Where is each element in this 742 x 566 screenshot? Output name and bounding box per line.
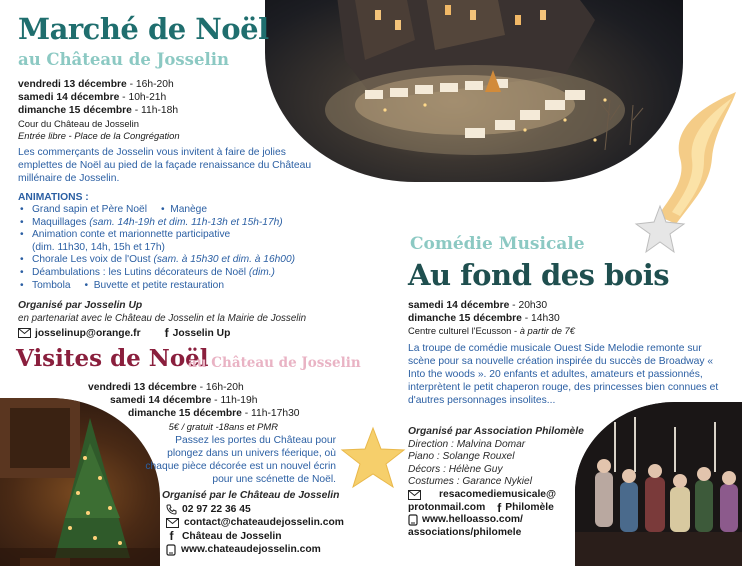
mail-icon <box>166 518 179 528</box>
visites-phone-row <box>166 503 344 516</box>
stage-performers-illustration <box>575 402 742 566</box>
date-day: samedi 14 décembre <box>18 92 120 103</box>
animations-list <box>18 204 328 292</box>
anim-text: Animation conte et marionnette participative (dim. 11h30, 14h, 15h et 17h) <box>32 229 231 253</box>
comedie-email-1[interactable]: resacomediemusicale@ <box>439 489 557 500</box>
date-hours: - 11h-18h <box>131 105 179 116</box>
comedie-email-row <box>408 489 556 502</box>
comedie-facebook[interactable]: Philomèle <box>505 501 554 513</box>
visites-subtitle: au Château de Josselin <box>188 355 361 371</box>
anim-text: Maquillages <box>32 216 90 228</box>
facebook-icon: f <box>497 500 502 515</box>
visites-date-row <box>88 382 300 395</box>
comedie-web-row <box>408 514 556 527</box>
phone-icon <box>166 504 177 515</box>
credit-line: Piano : Solange Rouxel <box>408 451 515 463</box>
visites-email[interactable]: contact@chateaudejosselin.com <box>184 517 344 529</box>
visites-price: 5€ / gratuit -18ans et PMR <box>168 421 278 432</box>
visites-facebook-row <box>166 530 344 543</box>
list-item <box>18 217 328 230</box>
musical-stage-photo <box>575 402 742 566</box>
marche-date-row <box>18 78 178 91</box>
list-item <box>18 254 328 267</box>
comedie-description: La troupe de comédie musicale Ouest Side Melodie remonte sur scène pour sa nouvelle création inspirée du succès de Broadway « Into the woods ». 20 enfants et adultes, amateurs et passionnés, interprètent le petit chaperon rouge, des princesses bien connues et d'autres personnages insolites... <box>408 343 719 406</box>
visites-phone[interactable]: 02 97 22 36 45 <box>182 504 251 515</box>
list-item <box>18 267 328 280</box>
comedie-credits <box>408 439 532 489</box>
comedie-dates <box>408 299 560 325</box>
date-hours: - 16h-20h <box>126 79 174 90</box>
list-item: • Grand sapin et Père Noël • Manège <box>18 204 328 217</box>
marche-dates <box>18 78 178 117</box>
comedie-place: Centre culturel l'Ecusson - <box>408 325 520 336</box>
comedie-date-row <box>408 312 560 325</box>
visites-facebook[interactable]: Château de Josselin <box>182 530 282 542</box>
date-day: vendredi 13 décembre <box>18 79 127 90</box>
date-day: samedi 14 décembre <box>110 394 212 406</box>
marche-place: Cour du Château de Josselin <box>18 118 139 129</box>
marche-date-row <box>18 104 178 117</box>
marche-email[interactable]: josselinup@orange.fr <box>35 327 141 339</box>
marche-contact-row <box>18 326 230 340</box>
visites-contacts <box>166 503 344 557</box>
date-day: samedi 14 décembre <box>408 300 510 311</box>
facebook-icon: f <box>169 528 174 543</box>
visites-description: Passez les portes du Château pour plongez dans un univers féerique, où chaque pièce décorée est un nouvel écrin pour une scénette de Noël. <box>145 435 336 485</box>
visites-dates <box>88 382 300 420</box>
marche-title: Marché de Noël <box>18 12 269 46</box>
anim-extra: Manège <box>170 204 208 215</box>
visites-date-row <box>88 408 300 421</box>
web-icon <box>408 514 418 526</box>
visites-title: Visites de Noël <box>16 345 209 372</box>
comedie-web-2[interactable]: associations/philomele <box>408 526 522 538</box>
date-hours: - 10h-21h <box>119 92 167 103</box>
comedie-email-2[interactable]: protonmail.com <box>408 501 486 513</box>
facebook-icon: f <box>164 326 169 340</box>
marche-description: Les commerçants de Josselin vous invitent à faire de jolies emplettes de Noël au pied de la façade renaissance du Château millénaire de Josselin. <box>18 147 312 184</box>
mail-icon <box>18 328 31 338</box>
visites-date-row <box>88 395 300 408</box>
list-item <box>18 229 248 254</box>
marche-partner: en partenariat avec le Château de Josselin et la Mairie de Josselin <box>18 313 307 324</box>
marche-date-row <box>18 91 178 104</box>
anim-detail: (sam. 14h-19h et dim. 11h-13h et 15h-17h) <box>89 216 283 228</box>
date-hours: - 11h-17h30 <box>241 407 300 419</box>
anim-detail: (sam. à 15h30 et dim. à 16h00) <box>153 254 296 266</box>
anim-text: Chorale Les voix de l'Oust <box>32 254 154 266</box>
visites-web-row <box>166 543 344 556</box>
anim-text: Grand sapin et Père Noël <box>32 204 147 215</box>
comedie-email-fb-row <box>408 502 556 515</box>
web-icon <box>166 544 176 556</box>
anim-text: Déambulations : les Lutins décorateurs de Noël <box>32 266 249 278</box>
visites-organizer: Organisé par le Château de Josselin <box>162 490 340 501</box>
date-day: vendredi 13 décembre <box>88 382 197 393</box>
visites-web[interactable]: www.chateaudejosselin.com <box>181 544 321 556</box>
comedie-label: Comédie Musicale <box>410 234 585 254</box>
list-item: • Tombola • Buvette et petite restauration <box>18 280 328 293</box>
comedie-web-1[interactable]: www.helloasso.com/ <box>422 514 523 526</box>
comedie-contacts <box>408 489 556 539</box>
date-hours: - 20h30 <box>509 300 548 311</box>
credit-line: Direction : Malvina Domar <box>408 439 526 450</box>
date-day: dimanche 15 décembre <box>128 407 242 419</box>
animations-title: ANIMATIONS : <box>18 192 89 203</box>
anim-extra: Buvette et petite restauration <box>93 279 225 291</box>
comedie-title: Au fond des bois <box>408 258 670 292</box>
comedie-organizer: Organisé par Association Philomèle <box>408 426 584 437</box>
shooting-star-icon <box>632 88 742 258</box>
visites-email-row <box>166 516 344 529</box>
comedie-price: à partir de 7€ <box>519 325 575 336</box>
date-hours: - 16h-20h <box>196 382 244 393</box>
marche-organizer: Organisé par Josselin Up <box>18 300 143 311</box>
christmas-tree-illustration <box>0 398 160 566</box>
date-day: dimanche 15 décembre <box>408 313 522 324</box>
comedie-date-row <box>408 299 560 312</box>
christmas-room-photo <box>0 398 160 566</box>
date-hours: - 14h30 <box>521 313 560 324</box>
anim-text: Tombola <box>32 279 71 291</box>
marche-facebook[interactable]: Josselin Up <box>172 327 231 339</box>
comedie-place-row <box>408 325 575 337</box>
marche-entry: Entrée libre - Place de la Congrégation <box>18 130 180 141</box>
star-icon <box>338 424 408 494</box>
anim-detail: (dim.) <box>248 266 275 278</box>
date-day: dimanche 15 décembre <box>18 105 132 116</box>
credit-line: Décors : Hélène Guy <box>408 463 503 475</box>
date-hours: - 11h-19h <box>211 394 258 406</box>
mail-icon <box>408 490 421 500</box>
marche-subtitle: au Château de Josselin <box>18 50 230 69</box>
credit-line: Costumes : Garance Nykiel <box>408 476 532 488</box>
